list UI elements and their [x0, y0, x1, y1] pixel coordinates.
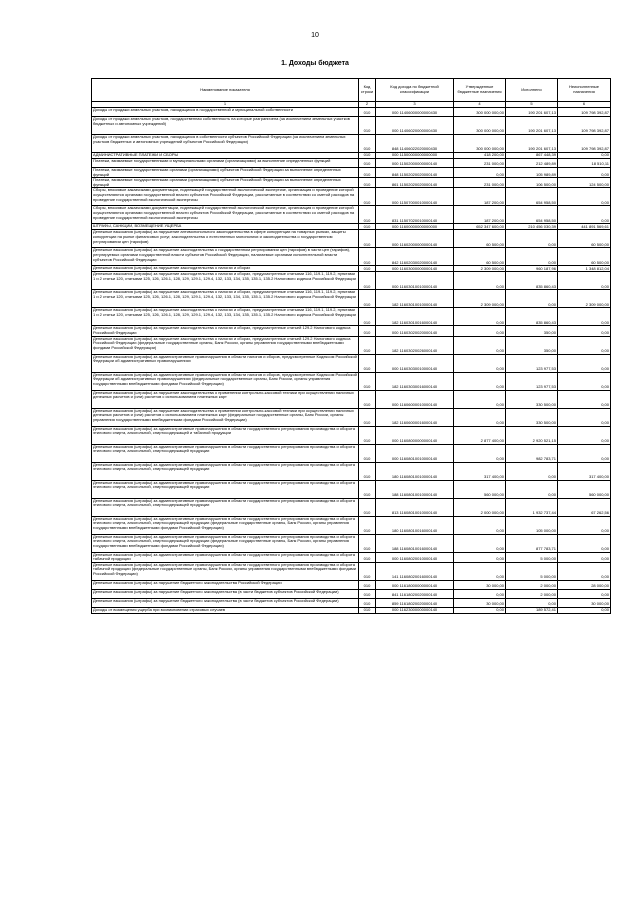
row-approved-amount: 560 000,00: [454, 480, 506, 498]
table-row: [92, 108, 611, 117]
row-line-code: 010: [359, 426, 376, 444]
table-row: [92, 390, 611, 408]
row-approved-amount: 0,00: [454, 390, 506, 408]
row-approved-amount: 0,00: [454, 408, 506, 426]
row-approved-amount: 300 000 000,00: [454, 108, 506, 117]
column-index: 5: [506, 102, 558, 108]
row-approved-amount: 0,00: [454, 336, 506, 354]
row-approved-amount: 317 400,00: [454, 462, 506, 480]
row-executed-amount: 106 500,00: [506, 178, 558, 188]
column-header-executed: Исполнено: [506, 79, 558, 102]
row-approved-amount: 0,00: [454, 516, 506, 534]
row-unexecuted-amount: 0,00: [558, 308, 611, 326]
row-name: Сборы, вносимые заказчиками документации, подлежащей государственной экологической экспертизе, организация и проведение которой осуществляются органами государственной власти субъектов Российской Федерации, рассчитанные в соответствии со сметой расходов на проведение государственной экологической экспертизы: [92, 206, 359, 224]
row-name: Денежные взыскания (штрафы) за административные правонарушения в области государственного регулирования производства и оборота табачной продукции: [92, 552, 359, 562]
row-approved-amount: 2 000 000,00: [454, 498, 506, 516]
row-line-code: 010: [359, 372, 376, 390]
row-name: ШТРАФЫ, САНКЦИИ, ВОЗМЕЩЕНИЕ УЩЕРБА: [92, 224, 359, 230]
row-name: Доходы от продажи земельных участков, государственная собственность на которые разграничена (за исключением земельных участков бюджетных и автономных учреждений): [92, 117, 359, 135]
row-line-code: 010: [359, 589, 376, 598]
row-approved-amount: 0,00: [454, 589, 506, 598]
row-unexecuted-amount: 0,00: [558, 562, 611, 580]
row-executed-amount: 0,00: [506, 598, 558, 607]
row-income-code: 000 11608000000000140: [376, 426, 454, 444]
row-approved-amount: 300 000 000,00: [454, 135, 506, 153]
row-executed-amount: 0,00: [506, 290, 558, 308]
row-income-code: 000 11603010010000140: [376, 272, 454, 290]
row-executed-amount: 212 489,89: [506, 159, 558, 168]
row-unexecuted-amount: 0,00: [558, 272, 611, 290]
table-row: [92, 480, 611, 498]
row-line-code: 010: [359, 153, 376, 159]
table-row: [92, 552, 611, 562]
row-line-code: 010: [359, 178, 376, 188]
row-unexecuted-amount: 0,00: [558, 408, 611, 426]
row-approved-amount: 2 877 400,00: [454, 426, 506, 444]
row-line-code: 010: [359, 607, 376, 613]
table-row: [92, 290, 611, 308]
table-row: [92, 248, 611, 266]
table-row: [92, 230, 611, 248]
column-header-line-code: Код строки: [359, 79, 376, 102]
row-name: Денежные взыскания (штрафы) за нарушение законодательства о налогах и сборах, предусмотренные статьями 116, 119.1, 119.2, пунктами 1 и 2 статьи 120, статьями 125, 126, 126.1, 128, 129, 129.1, 129.4, 132, 133, 134, 135, 135.1, 135.2 Налогового кодекса Российской Федерации: [92, 308, 359, 326]
row-name: Денежные взыскания (штрафы) за административные правонарушения в области налогов и сборов, предусмотренные Кодексом Российской Федерации об административных правонарушениях: [92, 354, 359, 372]
row-executed-amount: 5 000,00: [506, 552, 558, 562]
row-executed-amount: 1 932 737,44: [506, 498, 558, 516]
table-row: [92, 444, 611, 462]
row-line-code: 010: [359, 117, 376, 135]
row-approved-amount: 652 347 600,00: [454, 224, 506, 230]
row-income-code: 000 11502000000000140: [376, 159, 454, 168]
row-line-code: 010: [359, 266, 376, 272]
row-line-code: 010: [359, 248, 376, 266]
row-income-code: 000 11500000000000000: [376, 153, 454, 159]
row-executed-amount: 190 201 607,13: [506, 135, 558, 153]
row-approved-amount: 0,00: [454, 534, 506, 552]
table-row: [92, 135, 611, 153]
row-approved-amount: 60 500,00: [454, 230, 506, 248]
row-line-code: 010: [359, 290, 376, 308]
row-unexecuted-amount: 18 510,11: [558, 159, 611, 168]
row-income-code: 000 11623000000000140: [376, 607, 454, 613]
row-income-code: 000 11606000010000140: [376, 390, 454, 408]
row-line-code: 010: [359, 308, 376, 326]
row-income-code: 848 11502020020000140: [376, 168, 454, 178]
row-unexecuted-amount: 0,00: [558, 390, 611, 408]
row-line-code: 010: [359, 462, 376, 480]
row-unexecuted-amount: 124 500,00: [558, 178, 611, 188]
row-line-code: 010: [359, 188, 376, 206]
row-unexecuted-amount: 560 000,00: [558, 480, 611, 498]
row-line-code: 010: [359, 408, 376, 426]
row-executed-amount: 0,00: [506, 480, 558, 498]
row-income-code: 180 11608010010000140: [376, 462, 454, 480]
table-row: [92, 168, 611, 178]
row-approved-amount: 2 309 000,00: [454, 290, 506, 308]
row-approved-amount: 0,00: [454, 308, 506, 326]
row-approved-amount: 0,00: [454, 272, 506, 290]
row-line-code: 010: [359, 108, 376, 117]
row-name: АДМИНИСТРАТИВНЫЕ ПЛАТЕЖИ И СБОРЫ: [92, 153, 359, 159]
table-row: [92, 534, 611, 552]
table-row: [92, 498, 611, 516]
row-name: Доходы от продажи земельных участков, находящихся в собственности субъектов Российской Федерации (за исключением земельных участков бюджетных и автономных учреждений субъектов Российской Федерации): [92, 135, 359, 153]
row-income-code: 000 11406020000000430: [376, 117, 454, 135]
row-executed-amount: 2 000,00: [506, 580, 558, 589]
row-executed-amount: 123 977,53: [506, 372, 558, 390]
row-unexecuted-amount: 0,00: [558, 534, 611, 552]
row-income-code: 000 11603020020000140: [376, 326, 454, 336]
row-income-code: 000 11406000000000430: [376, 108, 454, 117]
row-income-code: 861 11502020020000140: [376, 178, 454, 188]
row-executed-amount: 190 201 607,13: [506, 108, 558, 117]
row-name: Доходы от продажи земельных участков, находящихся в государственной и муниципальной собственности: [92, 108, 359, 117]
row-executed-amount: 105 989,89: [506, 168, 558, 178]
row-name: Денежные взыскания (штрафы) за административные правонарушения в области государственного регулирования производства и оборота этилового спирта, алкогольной, спиртосодержащей продукции: [92, 480, 359, 498]
row-approved-amount: 300 000 000,00: [454, 117, 506, 135]
column-header-name: Наименование показателя: [92, 79, 359, 102]
row-line-code: 010: [359, 336, 376, 354]
row-name: Денежные взыскания (штрафы) за нарушение законодательства о налогах и сборах, предусмотренные статьей 129.2 Налогового кодекса Российской Федерации: [92, 326, 359, 336]
row-unexecuted-amount: 109 798 392,87: [558, 108, 611, 117]
table-row: [92, 178, 611, 188]
column-index: 6: [558, 102, 611, 108]
table-row: [92, 159, 611, 168]
row-name: Денежные взыскания (штрафы) за административные правонарушения в области государственного регулирования производства и оборота табачной продукции (федеральные государственные органы, Банк России, органы управления государственными внебюджетными фондами Российской Федерации): [92, 562, 359, 580]
table-row: [92, 408, 611, 426]
row-name: Доходы от возмещения ущерба при возникновении страховых случаев: [92, 607, 359, 613]
row-income-code: 859 11618020020000140: [376, 598, 454, 607]
row-name: Денежные взыскания (штрафы) за нарушение бюджетного законодательства Российской Федерации: [92, 580, 359, 589]
row-name: Денежные взыскания (штрафы) за административные правонарушения в области налогов и сборов, предусмотренные Кодексом Российской Федерации об административных правонарушениях (федеральные государственные органы, Банк России, органы управления государственными внебюджетными фондами Российской Федерации): [92, 372, 359, 390]
row-line-code: 010: [359, 390, 376, 408]
row-approved-amount: 0,00: [454, 562, 506, 580]
row-unexecuted-amount: 0,00: [558, 372, 611, 390]
row-executed-amount: 189 572,41: [506, 607, 558, 613]
row-executed-amount: 330 500,00: [506, 408, 558, 426]
row-income-code: 813 11608010010000140: [376, 498, 454, 516]
row-approved-amount: 187 200,00: [454, 206, 506, 224]
row-income-code: 141 11608020016000140: [376, 562, 454, 580]
table-row: [92, 462, 611, 480]
row-name: Денежные взыскания (штрафы) за нарушение законодательства о налогах и сборах, предусмотренные статьями 116, 119.1, 119.2, пунктами 1 и 2 статьи 120, статьями 125, 126, 126.1, 128, 129, 129.1, 129.4, 132, 133, 134, 135, 135.1, 135.2 Налогового кодекса Российской Федерации: [92, 290, 359, 308]
table-row: [92, 308, 611, 326]
table-row: [92, 354, 611, 372]
row-executed-amount: 877 783,71: [506, 534, 558, 552]
section-title: 1. Доходы бюджета: [281, 60, 349, 67]
table-row: [92, 188, 611, 206]
row-approved-amount: 0,00: [454, 552, 506, 562]
row-approved-amount: 231 000,00: [454, 178, 506, 188]
row-executed-amount: 654 958,50: [506, 188, 558, 206]
table-row: [92, 580, 611, 589]
row-name: Денежные взыскания (штрафы) за административные правонарушения в области государственного регулирования производства и оборота этилового спирта, алкогольной, спиртосодержащей и табачной продукции: [92, 426, 359, 444]
row-line-code: 010: [359, 272, 376, 290]
row-line-code: 010: [359, 598, 376, 607]
row-unexecuted-amount: 0,00: [558, 444, 611, 462]
row-executed-amount: 0,00: [506, 230, 558, 248]
row-unexecuted-amount: 0,00: [558, 326, 611, 336]
table-row: [92, 589, 611, 598]
row-executed-amount: 0,00: [506, 248, 558, 266]
row-unexecuted-amount: 60 500,00: [558, 230, 611, 248]
row-unexecuted-amount: 0,00: [558, 426, 611, 444]
row-executed-amount: 960 187,96: [506, 266, 558, 272]
table-header-row: [92, 79, 611, 102]
row-line-code: 010: [359, 498, 376, 516]
row-income-code: 182 11603030016000140: [376, 372, 454, 390]
row-line-code: 010: [359, 516, 376, 534]
table-row: [92, 206, 611, 224]
row-income-code: 188 11608010016000140: [376, 534, 454, 552]
row-income-code: 188 11608010010000140: [376, 480, 454, 498]
row-line-code: 010: [359, 534, 376, 552]
row-income-code: 182 11603010016000140: [376, 308, 454, 326]
row-income-code: 000 11600000000000000: [376, 224, 454, 230]
table-row: [92, 117, 611, 135]
row-approved-amount: 187 200,00: [454, 188, 506, 206]
column-header-income-code: Код дохода по бюджетной классификации: [376, 79, 454, 102]
row-income-code: 000 11603030010000140: [376, 354, 454, 372]
row-name: Денежные взыскания (штрафы) за нарушение антимонопольного законодательства в сфере конкуренции на товарных рынках, защиты конкуренции на рынке финансовых услуг, законодательства о естественных монополиях и законодательства о государственном регулировании цен (тарифов): [92, 230, 359, 248]
row-name: Денежные взыскания (штрафы) за административные правонарушения в области государственного регулирования производства и оборота этилового спирта, алкогольной, спиртосодержащей продукции: [92, 462, 359, 480]
table-row: [92, 372, 611, 390]
budget-income-table: [91, 78, 611, 614]
row-executed-amount: 2 000,00: [506, 589, 558, 598]
column-header-unexecuted: Неисполненные назначения: [558, 79, 611, 102]
row-name: Платежи, взимаемые государственными органами (организациями) субъектов Российской Федерации за выполнение определенных функций: [92, 168, 359, 178]
row-income-code: 848 11406022020000430: [376, 135, 454, 153]
row-income-code: 000 11608020010000140: [376, 552, 454, 562]
row-line-code: 010: [359, 354, 376, 372]
row-unexecuted-amount: 441 891 569,61: [558, 224, 611, 230]
page-number: 10: [311, 32, 319, 39]
row-unexecuted-amount: 0,00: [558, 206, 611, 224]
row-executed-amount: 982 783,71: [506, 444, 558, 462]
row-name: Платежи, взимаемые государственными и муниципальными органами (организациями) за выполнение определенных функций: [92, 159, 359, 168]
row-name: Денежные взыскания (штрафы) за нарушение законодательства о применении контрольно-кассовой техники при осуществлении наличных денежных расчетов и (или) расчетов с использованием платежных карт: [92, 390, 359, 408]
row-name: Денежные взыскания (штрафы) за нарушение законодательства о налогах и сборах, предусмотренные статьей 129.2 Налогового кодекса Российской Федерации (федеральные государственные органы, Банк России, органы управления государственными внебюджетными фондами Российской Федерации): [92, 336, 359, 354]
row-approved-amount: 418 200,00: [454, 153, 506, 159]
row-approved-amount: 0,00: [454, 326, 506, 336]
table-row: [92, 562, 611, 580]
row-line-code: 010: [359, 206, 376, 224]
row-approved-amount: 0,00: [454, 372, 506, 390]
row-income-code: 842 11602030020000140: [376, 248, 454, 266]
row-name: Денежные взыскания (штрафы) за нарушение законодательства о применении контрольно-кассовой техники при осуществлении наличных денежных расчетов и (или) расчетов с использованием платежных карт (федеральные государственные органы, Банк России, органы управления государственными внебюджетными фондами Российской Федерации): [92, 408, 359, 426]
row-line-code: 010: [359, 159, 376, 168]
row-line-code: 010: [359, 480, 376, 498]
row-executed-amount: 5 000,00: [506, 562, 558, 580]
row-income-code: 000 11618000000000140: [376, 580, 454, 589]
row-executed-amount: 835 860,43: [506, 272, 558, 290]
row-name: Денежные взыскания (штрафы) за административные правонарушения в области государственного регулирования производства и оборота этилового спирта, алкогольной, спиртосодержащей продукции: [92, 444, 359, 462]
row-unexecuted-amount: 109 798 392,87: [558, 135, 611, 153]
row-unexecuted-amount: 1 348 812,04: [558, 266, 611, 272]
row-income-code: 000 11608010010000140: [376, 444, 454, 462]
row-unexecuted-amount: 67 262,56: [558, 498, 611, 516]
row-name: Платежи, взимаемые государственными органами (организациями) субъектов Российской Федерации за выполнение определенных функций: [92, 178, 359, 188]
row-executed-amount: 210 456 030,39: [506, 224, 558, 230]
row-unexecuted-amount: 317 400,00: [558, 462, 611, 480]
row-name: Денежные взыскания (штрафы) за административные правонарушения в области государственного регулирования производства и оборота этилового спирта, алкогольной, спиртосодержащей продукции (федеральные государственные органы, Банк России, органы управления государственными внебюджетными фондами Российской Федерации): [92, 534, 359, 552]
row-unexecuted-amount: 30 000,00: [558, 598, 611, 607]
column-index: 2: [359, 102, 376, 108]
row-approved-amount: 0,00: [454, 168, 506, 178]
row-name: Денежные взыскания (штрафы) за нарушение законодательства о налогах и сборах, предусмотренные статьями 116, 119.1, 119.2, пунктами 1 и 2 статьи 120, статьями 125, 126, 126.1, 128, 129, 129.1, 129.4, 132, 133, 134, 135, 135.1, 135.2 Налогового кодекса Российской Федерации: [92, 272, 359, 290]
row-unexecuted-amount: 0,00: [558, 168, 611, 178]
table-row: [92, 598, 611, 607]
row-name: Денежные взыскания (штрафы) за нарушение бюджетного законодательства (в части бюджетов субъектов Российской Федерации): [92, 598, 359, 607]
row-approved-amount: 60 500,00: [454, 248, 506, 266]
row-approved-amount: 231 000,00: [454, 159, 506, 168]
row-income-code: 182 11606000016000140: [376, 408, 454, 426]
row-line-code: 010: [359, 224, 376, 230]
row-income-code: 841 11618020020000140: [376, 589, 454, 598]
row-executed-amount: 654 958,50: [506, 206, 558, 224]
column-index: 3: [376, 102, 454, 108]
column-index: 1: [92, 102, 359, 108]
row-approved-amount: 30 000,00: [454, 580, 506, 589]
row-executed-amount: 105 000,00: [506, 516, 558, 534]
row-approved-amount: 0,00: [454, 607, 506, 613]
row-line-code: 010: [359, 580, 376, 589]
row-approved-amount: 2 309 000,00: [454, 266, 506, 272]
row-name: Денежные взыскания (штрафы) за нарушение бюджетного законодательства (в части бюджетов субъектов Российской Федерации): [92, 589, 359, 598]
row-unexecuted-amount: 0,00: [558, 607, 611, 613]
table-row: [92, 607, 611, 613]
row-line-code: 010: [359, 326, 376, 336]
row-executed-amount: 350,00: [506, 326, 558, 336]
table-row: [92, 516, 611, 534]
row-executed-amount: 190 201 607,13: [506, 117, 558, 135]
table-row: [92, 326, 611, 336]
row-executed-amount: 123 977,53: [506, 354, 558, 372]
row-approved-amount: 0,00: [454, 354, 506, 372]
row-executed-amount: 2 920 521,15: [506, 426, 558, 444]
row-executed-amount: 867 448,39: [506, 153, 558, 159]
table-row: [92, 426, 611, 444]
row-income-code: 000 11602000000000140: [376, 230, 454, 248]
row-income-code: 180 11608010016000140: [376, 516, 454, 534]
row-line-code: 010: [359, 444, 376, 462]
row-name: Денежные взыскания (штрафы) за административные правонарушения в области государственного регулирования производства и оборота этилового спирта, алкогольной, спиртосодержащей продукции: [92, 498, 359, 516]
row-unexecuted-amount: 28 000,00: [558, 580, 611, 589]
table-row: [92, 272, 611, 290]
row-name: Денежные взыскания (штрафы) за нарушение законодательства о государственном регулировании цен (тарифов) в части цен (тарифов), регулируемых органами государственной власти субъектов Российской Федерации, налагаемые органами исполнительной власти субъектов Российской Федерации: [92, 248, 359, 266]
row-executed-amount: 330 500,00: [506, 390, 558, 408]
row-income-code: 182 11603010010000140: [376, 290, 454, 308]
row-unexecuted-amount: 2 309 000,00: [558, 290, 611, 308]
row-executed-amount: 350,00: [506, 336, 558, 354]
row-unexecuted-amount: 0,00: [558, 336, 611, 354]
row-unexecuted-amount: 109 798 392,87: [558, 117, 611, 135]
column-header-approved: Утвержденные бюджетные назначения: [454, 79, 506, 102]
row-executed-amount: 835 860,43: [506, 308, 558, 326]
row-line-code: 010: [359, 135, 376, 153]
row-line-code: 010: [359, 562, 376, 580]
row-approved-amount: 30 000,00: [454, 598, 506, 607]
row-unexecuted-amount: 0,00: [558, 188, 611, 206]
row-unexecuted-amount: 0,00: [558, 589, 611, 598]
row-income-code: 182 11603020026000140: [376, 336, 454, 354]
table-row: [92, 336, 611, 354]
row-income-code: 000 11507000010000140: [376, 188, 454, 206]
row-name: Денежные взыскания (штрафы) за административные правонарушения в области государственного регулирования производства и оборота этилового спирта, алкогольной, спиртосодержащей продукции (федеральные государственные органы, Банк России, органы управления государственными внебюджетными фондами Российской Федерации): [92, 516, 359, 534]
row-unexecuted-amount: 60 500,00: [558, 248, 611, 266]
row-income-code: 831 11507020010000140: [376, 206, 454, 224]
row-unexecuted-amount: 0,00: [558, 153, 611, 159]
row-income-code: 000 11603000000000140: [376, 266, 454, 272]
column-index: 4: [454, 102, 506, 108]
row-executed-amount: 0,00: [506, 462, 558, 480]
row-line-code: 010: [359, 552, 376, 562]
row-name: Денежные взыскания (штрафы) за нарушение законодательства о налогах и сборах: [92, 266, 359, 272]
row-unexecuted-amount: 0,00: [558, 516, 611, 534]
row-unexecuted-amount: 0,00: [558, 354, 611, 372]
row-line-code: 010: [359, 168, 376, 178]
row-line-code: 010: [359, 230, 376, 248]
row-approved-amount: 0,00: [454, 444, 506, 462]
row-name: Сборы, вносимые заказчиками документации, подлежащей государственной экологической экспертизе, организация и проведение которой осуществляются органами государственной власти субъектов Российской Федерации, рассчитанные в соответствии со сметой расходов на проведение государственной экологической экспертизы: [92, 188, 359, 206]
row-unexecuted-amount: 0,00: [558, 552, 611, 562]
